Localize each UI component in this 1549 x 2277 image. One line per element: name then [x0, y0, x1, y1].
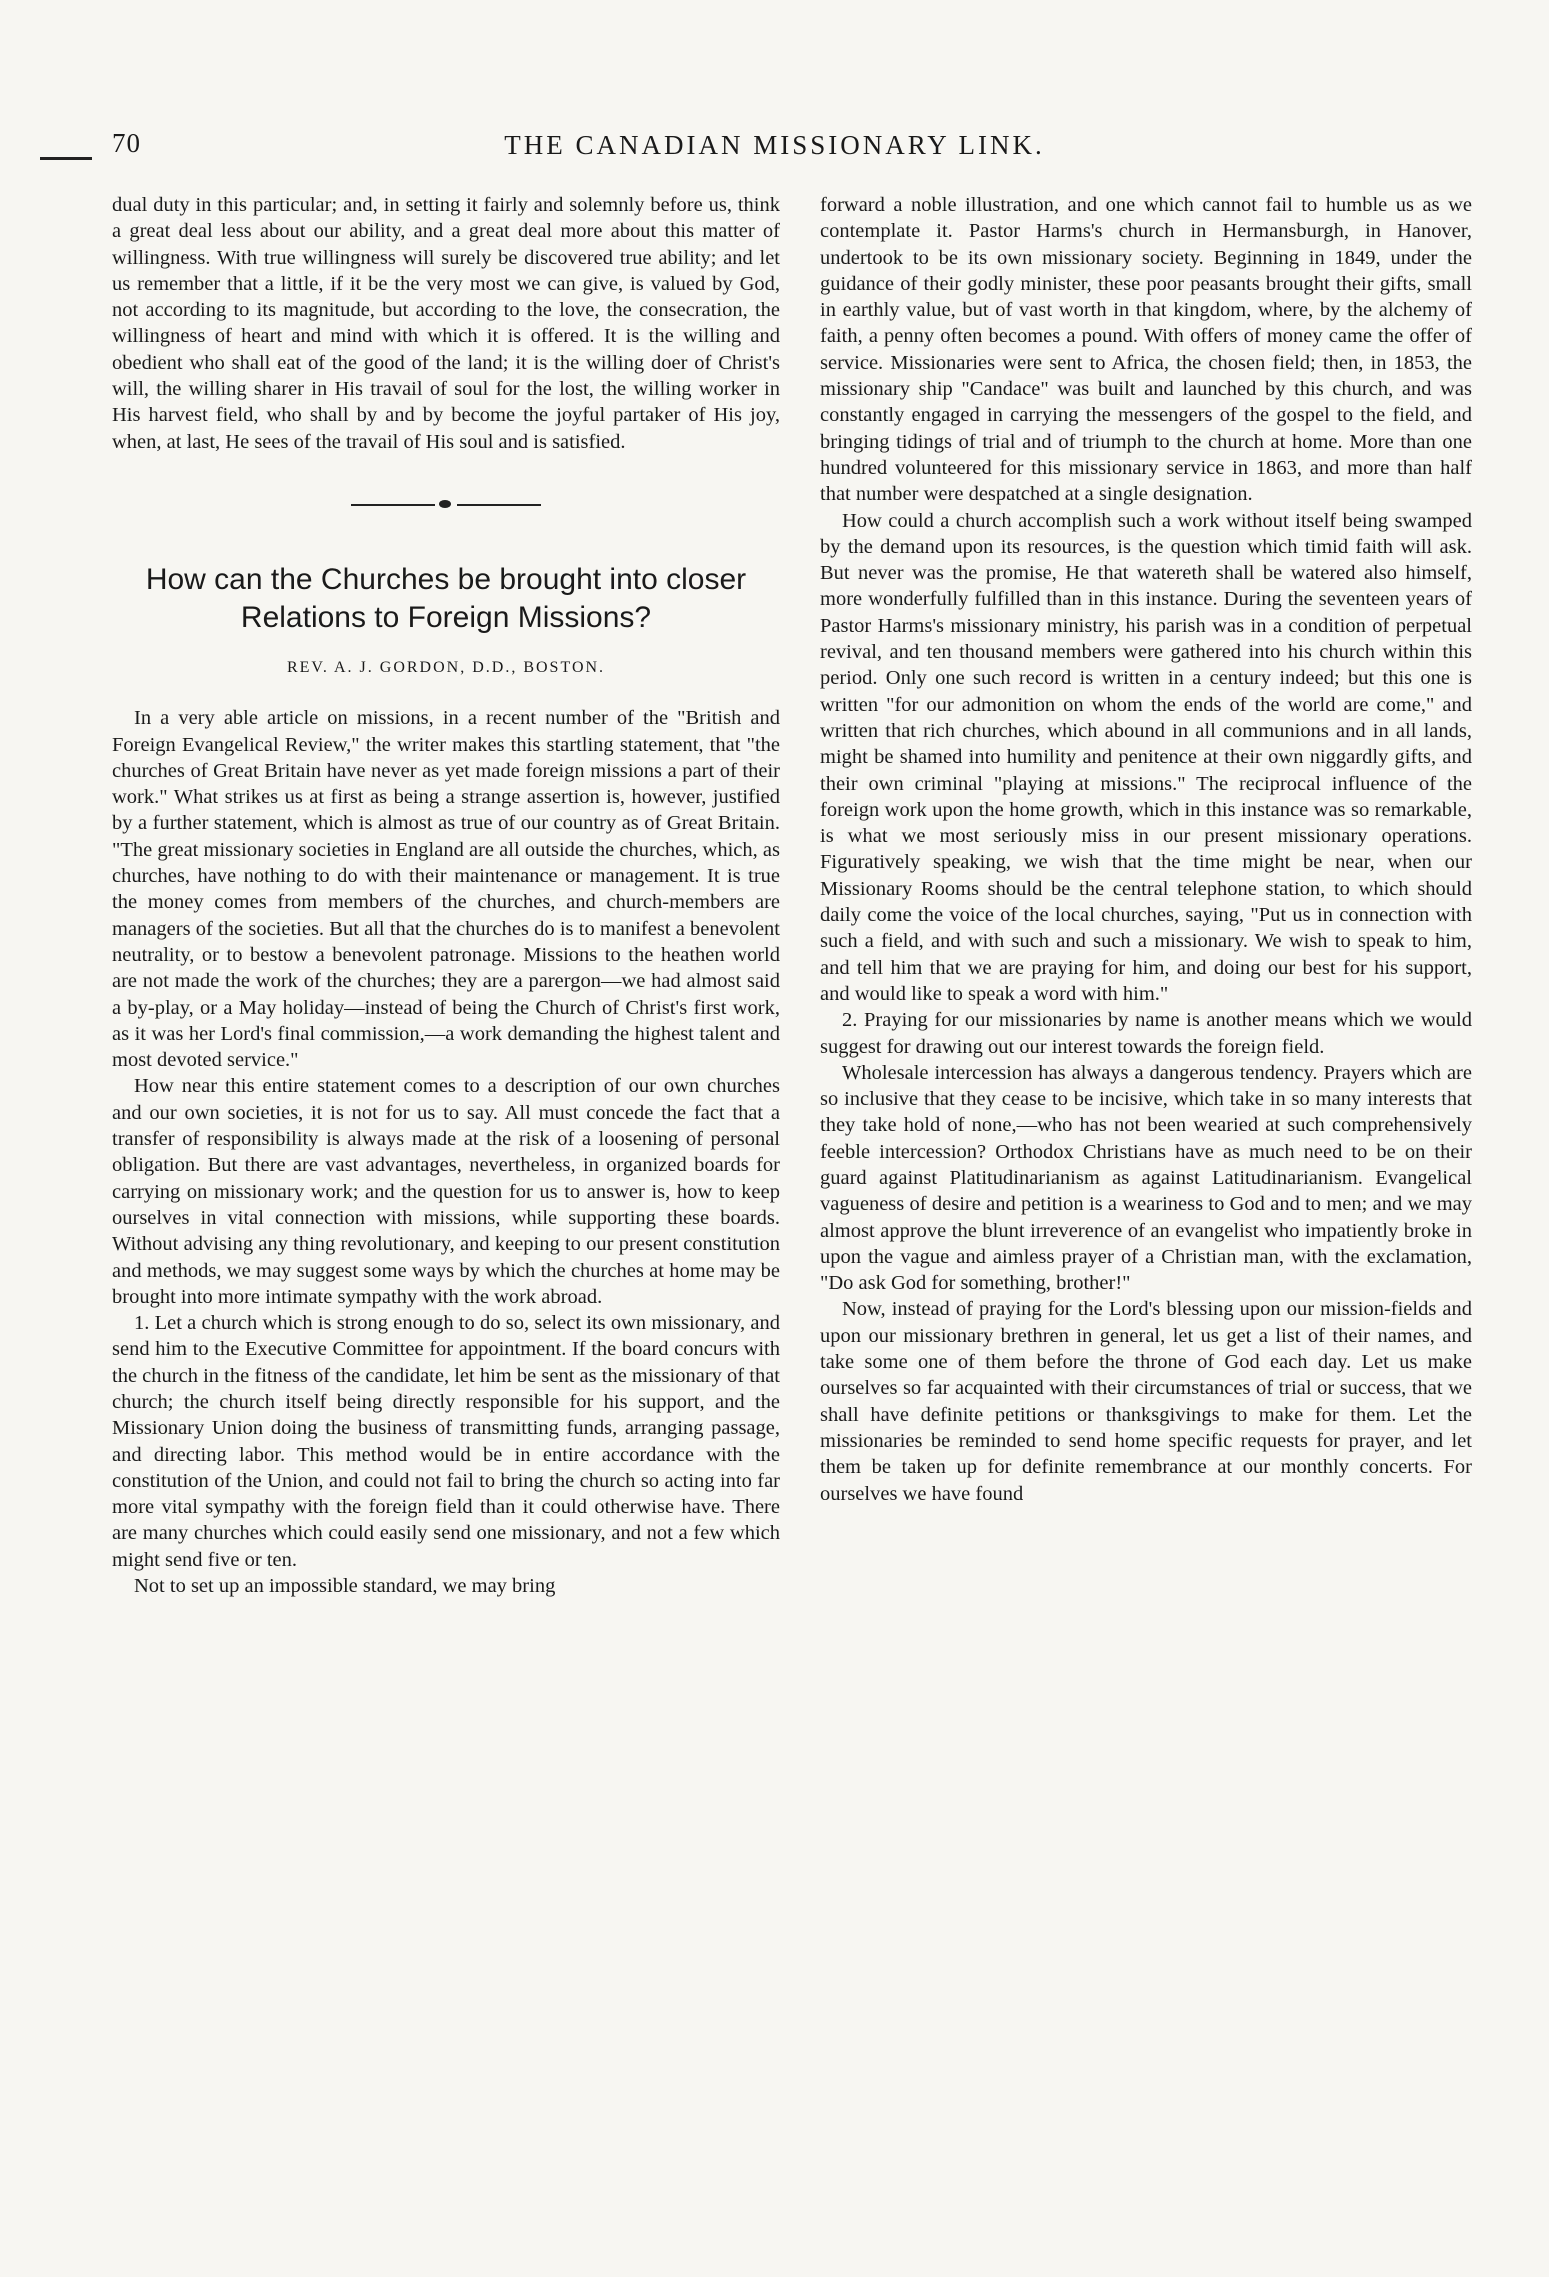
paragraph: How could a church accomplish such a work without itself being swamped by the demand upon its resources, is the question which timid faith will ask. But never was the promise, He that watereth shall be watered also himself, more wonderfully fulfilled than in this instance. During the seventeen years of Pastor Harms's missionary ministry, his parish was in a condition of perpetual revival, and ten thousand members were gathered into his church within this period. Only one such record is written in a century indeed; but this one is written "for our admonition on whom the ends of the world are come," and written that rich churches, which abound in all communions and in all lands, might be shamed into humility and penitence at their own niggardly gifts, and their own criminal "playing at missions." The reciprocal influence of the foreign work upon the home growth, which in this instance was so remarkable, is what we most seriously miss in our present missionary operations. Figuratively speaking, we wish that the time might be near, when our Missionary Rooms should be the central telephone station, to which should daily come the voice of the local churches, saying, "Put us in connection with such a field, and with such and such a missionary. We wish to speak to him, and tell him that we are praying for him, and doing our best for his support, and would like to speak a word with him.": [820, 509, 1472, 1005]
paragraph: How near this entire statement comes to a description of our own churches and our own societies, it is not for us to say. All must concede the fact that a transfer of responsibility is always made at the risk of a loosening of personal obligation. But there are vast advantages, nevertheless, in organized boards for carrying on missionary work; and the question for us to answer is, how to keep ourselves in vital connection with missions, while supporting these boards. Without advising any thing revolutionary, and keeping to our present constitution and methods, we may suggest some ways by which the churches at home may be brought into more intimate sympathy with the work abroad.: [112, 1075, 780, 1308]
intro-paragraph: dual duty in this particular; and, in setting it fairly and solemnly before us, think a great deal less about our ability, and a great deal more about this matter of willingness. With true willingness will surely be discovered true ability; and let us remember that a little, if it be the very most we can give, is valued by God, not according to its magnitude, but according to the love, the consecration, the willingness of heart and mind with which it is offered. It is the willing and obedient who shall eat of the good of the land; it is the willing doer of Christ's will, the willing sharer in His travail of soul for the lost, the willing worker in His harvest field, who shall by and by become the joyful partaker of His joy, when, at last, He sees of the travail of His soul and is satisfied.: [112, 194, 780, 453]
byline: REV. A. J. GORDON, D.D., BOSTON.: [286, 658, 606, 676]
paragraph: Wholesale intercession has always a dangerous tendency. Prayers which are so inclusive that they cease to be incisive, which take in so many interests that they take hold of none,—who has not been wearied at such comprehensively feeble intercession? Orthodox Christians have as much need to be on their guard against Platitudinarianism as against Latitudinarianism. Evangelical vagueness of desire and petition is a weariness to God and to men; and we may almost approve the blunt irreverence of an evangelist who impatiently broke in upon the vague and aimless prayer of a Christian man, with the exclamation, "Do ask God for something, brother!": [820, 1061, 1472, 1295]
running-head: THE CANADIAN MISSIONARY LINK.: [504, 130, 1045, 160]
article-title: How can the Churches be brought into closer Relations to Foreign Missions?: [145, 562, 747, 634]
section-divider: [351, 499, 541, 511]
left-column: [112, 192, 780, 1599]
paragraph: Not to set up an impossible standard, we may bring: [134, 1575, 556, 1598]
paragraph: Now, instead of praying for the Lord's blessing upon our mission-fields and upon our missionary brethren in general, let us get a list of their names, and take some one of them before the throne of God each day. Let us make ourselves so far acquainted with their circumstances of trial or success, that we shall have definite petitions or thanksgivings to make for them. Let the missionaries be reminded to send home specific requests for prayer, and let them be taken up for definite remembrance at our monthly concerts. For ourselves we have found: [820, 1298, 1472, 1505]
right-column: [820, 192, 1472, 1507]
page-number: 70: [112, 128, 141, 158]
paragraph: forward a noble illustration, and one which cannot fail to humble us as we contemplate it. Pastor Harms's church in Hermansburgh, in Hanover, undertook to be its own missionary society. Beginning in 1849, under the guidance of their godly minister, these poor peasants brought their gifts, small in earthly value, but of vast worth in that kingdom, where, by the alchemy of faith, a penny often becomes a pound. With offers of money came the offer of service. Missionaries were sent to Africa, the chosen field; then, in 1853, the missionary ship "Candace" was built and launched by this church, and was constantly engaged in carrying the messengers of the gospel to the field, and bringing tidings of trial and of triumph to the church at home. More than one hundred volunteered for this missionary service in 1863, and more than half that number were despatched at a single designation.: [820, 194, 1472, 506]
paragraph: In a very able article on missions, in a recent number of the "British and Foreign Evangelical Review," the writer makes this startling statement, that "the churches of Great Britain have never as yet made foreign missions a part of their work." What strikes us at first as being a strange assertion is, however, justified by a further statement, which is almost as true of our country as of Great Britain. "The great missionary societies in England are all outside the churches, which, as churches, have nothing to do with their maintenance or management. It is true the money comes from members of the churches, and church-members are managers of the societies. But all that the churches do is to manifest a benevolent neutrality, or to bestow a benevolent patronage. Missions to the heathen world are not made the work of the churches; they are a parergon—we had almost said a by-play, or a May holiday—instead of being the Church of Christ's first work, as it was her Lord's final commission,—a work demanding the highest talent and most devoted service.": [112, 707, 780, 1072]
paragraph: 1. Let a church which is strong enough to do so, select its own missionary, and send him to the Executive Committee for appointment. If the board concurs with the church in the fitness of the candidate, let him be sent as the missionary of that church; the church itself being directly responsible for his support, and the Missionary Union doing the business of transmitting funds, arranging passage, and directing labor. This method would be in entire accordance with the constitution of the Union, and could not fail to bring the church so acting into far more vital sympathy with the foreign field than it could otherwise have. There are many churches which could easily send one missionary, and not a few which might send five or ten.: [112, 1312, 780, 1571]
paragraph: 2. Praying for our missionaries by name is another means which we would suggest for drawing out our interest towards the foreign field.: [820, 1009, 1472, 1058]
